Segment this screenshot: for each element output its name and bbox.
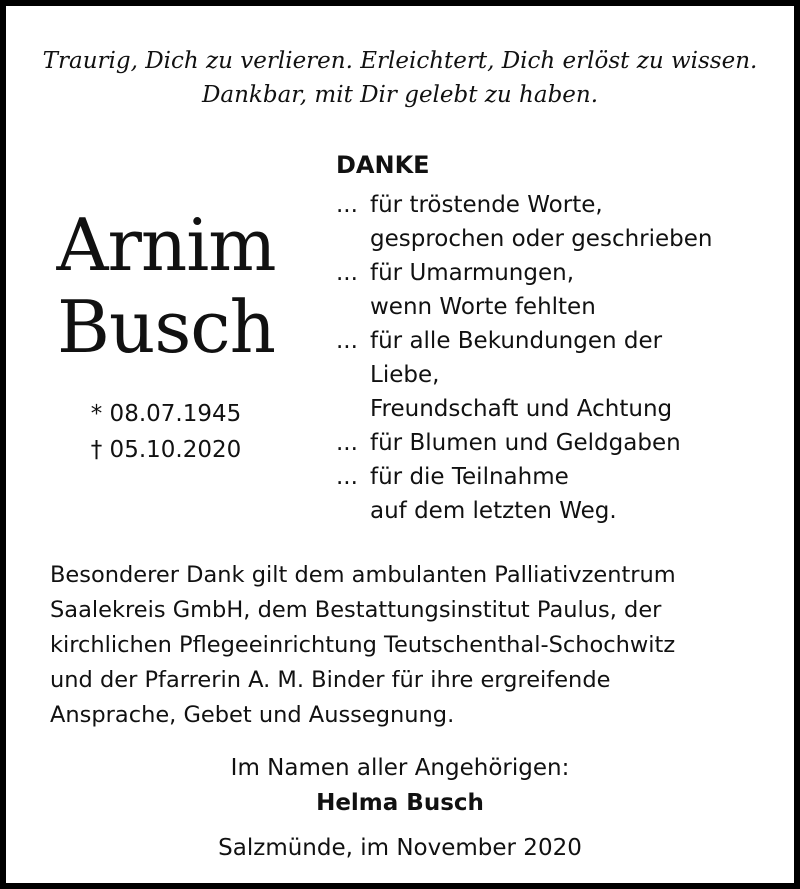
- thanks-line: Freundschaft und Achtung: [370, 396, 673, 422]
- special-thanks-line: und der Pfarrerin A. M. Binder für ihre ergreifende: [50, 667, 611, 693]
- thanks-line: auf dem letzten Weg.: [370, 498, 617, 524]
- place-date: Salzmünde, im November 2020: [218, 835, 582, 861]
- motto: [26, 44, 774, 112]
- thanks-line: Liebe,: [370, 362, 440, 388]
- thanks-line: ... für die Teilnahme: [336, 464, 569, 490]
- motto-line: Traurig, Dich zu verlieren. Erleichtert, Dich erlöst zu wissen.: [42, 48, 758, 74]
- deceased-name: [6, 204, 326, 368]
- thanks-line: wenn Worte fehlten: [370, 294, 596, 320]
- signer-name: Helma Busch: [316, 790, 484, 816]
- special-thanks-line: kirchlichen Pflegeeinrichtung Teutschenthal-Schochwitz: [50, 632, 676, 658]
- special-thanks: [50, 558, 764, 733]
- thanks-heading: DANKE: [336, 151, 430, 179]
- thanks-line: ... für Umarmungen,: [336, 260, 575, 286]
- thanks-line: gesprochen oder geschrieben: [370, 226, 713, 252]
- thanks-line: ... für tröstende Worte,: [336, 192, 603, 218]
- death-date: † 05.10.2020: [90, 437, 242, 463]
- thanks-line: ... für Blumen und Geldgaben: [336, 430, 681, 456]
- special-thanks-line: Ansprache, Gebet und Aussegnung.: [50, 702, 455, 728]
- last-name: Busch: [57, 285, 275, 369]
- special-thanks-line: Besonderer Dank gilt dem ambulanten Palliativzentrum: [50, 562, 676, 588]
- special-thanks-line: Saalekreis GmbH, dem Bestattungsinstitut Paulus, der: [50, 597, 662, 623]
- birth-date: * 08.07.1945: [90, 401, 242, 427]
- first-name: Arnim: [56, 203, 276, 287]
- thanks-line: ... für alle Bekundungen der: [336, 328, 663, 354]
- motto-line: Dankbar, mit Dir gelebt zu haben.: [201, 82, 599, 108]
- signature-block: [6, 751, 794, 821]
- signature-intro: Im Namen aller Angehörigen:: [230, 755, 570, 781]
- thanks-section: [336, 148, 776, 528]
- life-dates: [6, 396, 326, 468]
